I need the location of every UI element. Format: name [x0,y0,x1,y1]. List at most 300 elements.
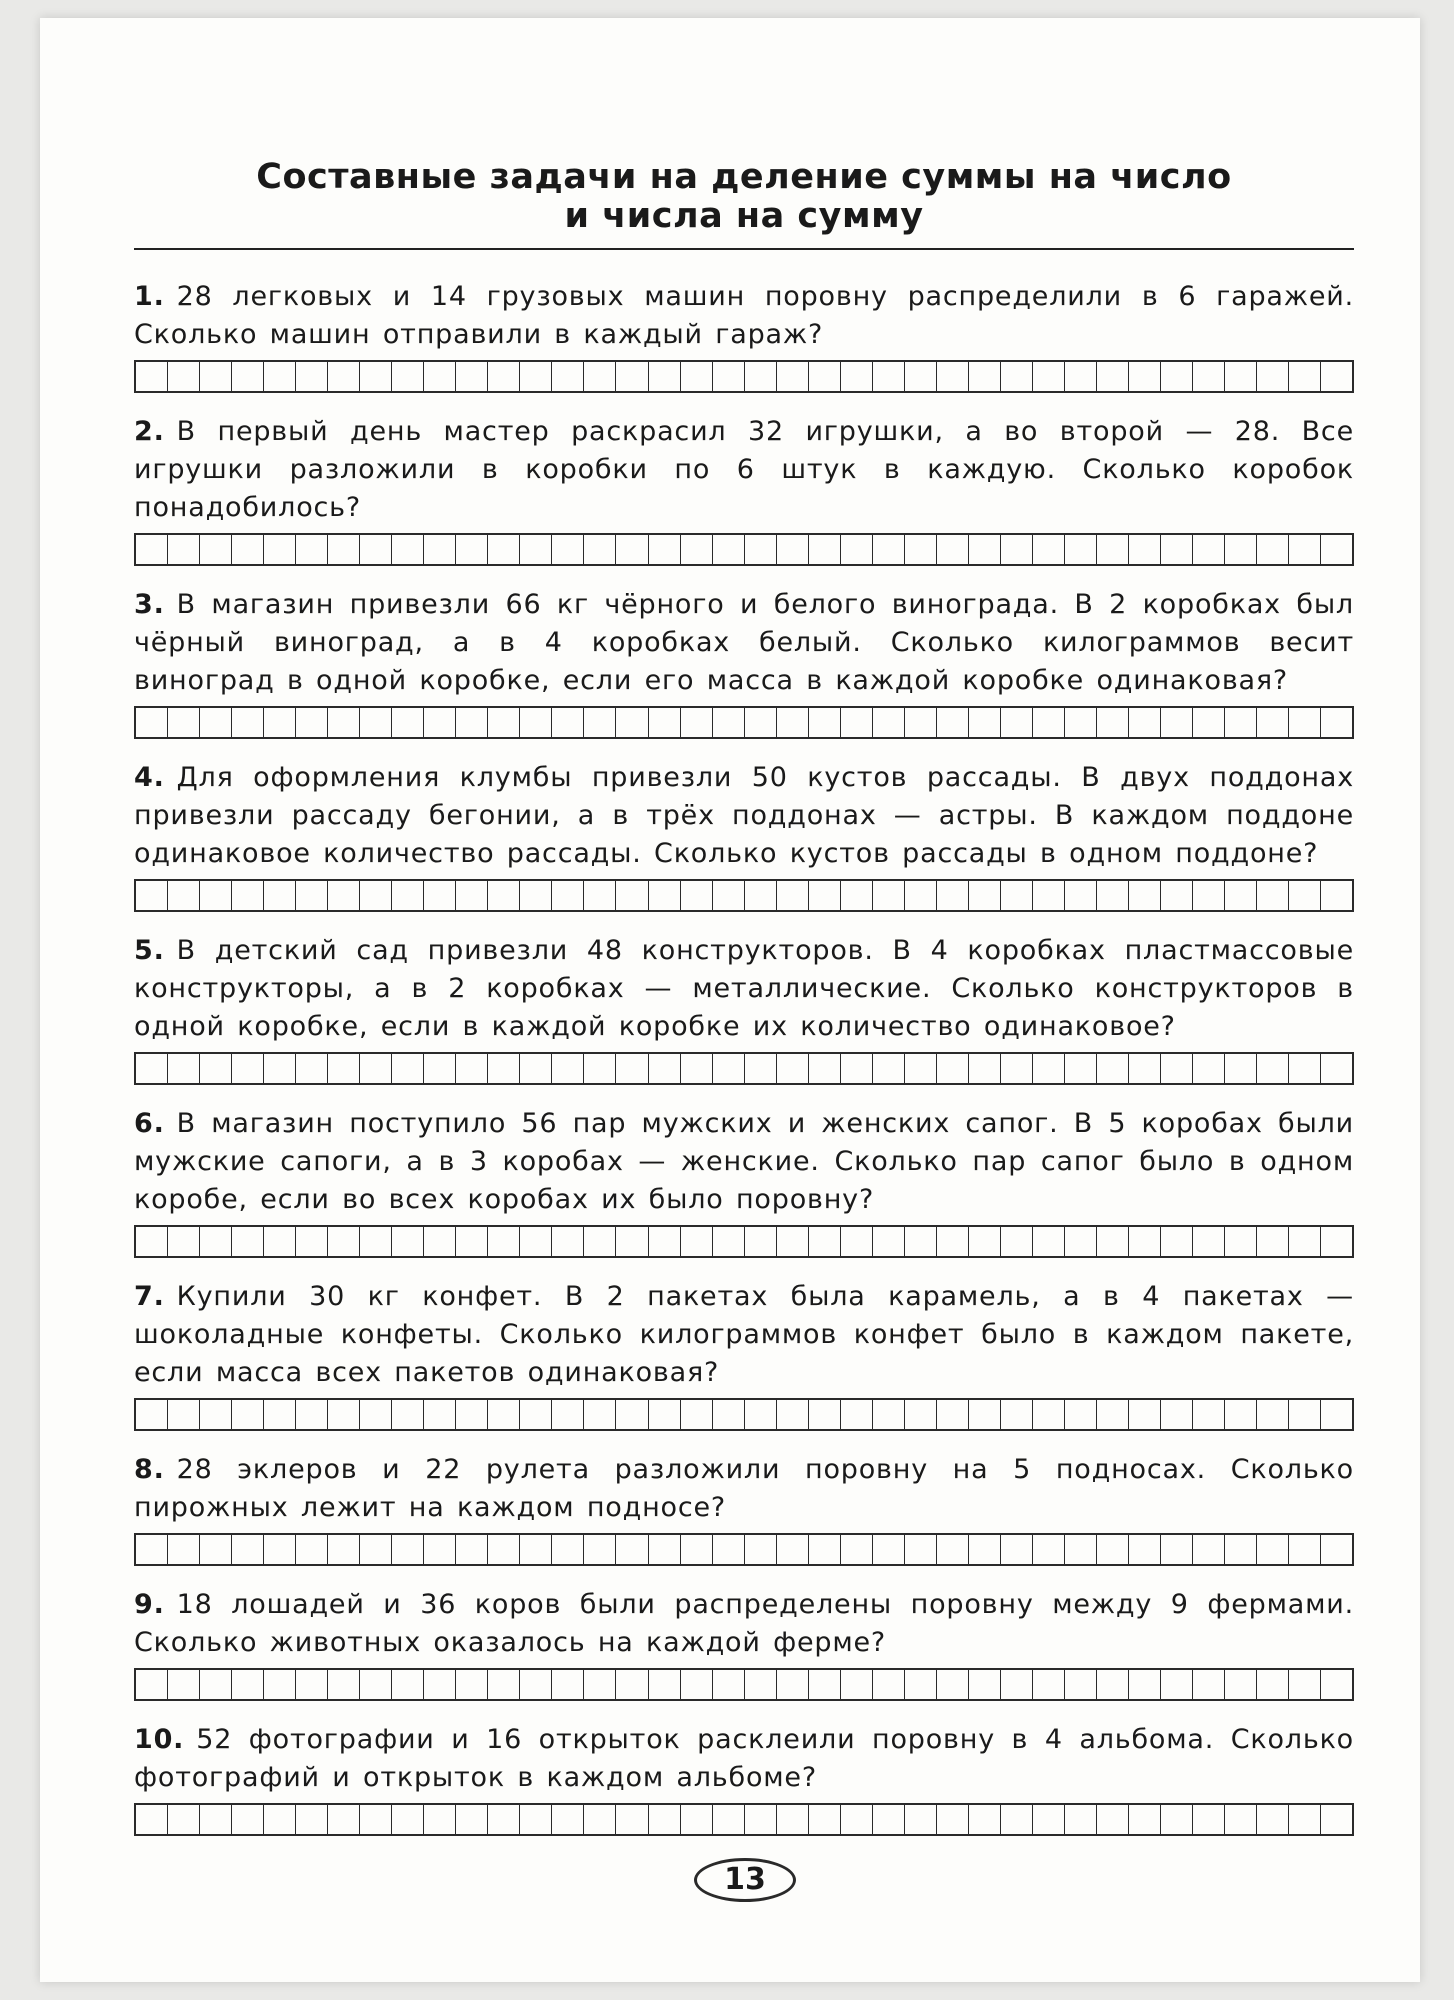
answer-cell[interactable] [136,1535,168,1564]
answer-cell[interactable] [520,708,552,737]
answer-cell[interactable] [905,1535,937,1564]
answer-cell[interactable] [777,881,809,910]
answer-cell[interactable] [296,1535,328,1564]
answer-cell[interactable] [937,881,969,910]
answer-cell[interactable] [200,1227,232,1256]
answer-cell[interactable] [232,881,264,910]
answer-cell[interactable] [392,362,424,391]
answer-cell[interactable] [1161,1054,1193,1083]
answer-cell[interactable] [1065,881,1097,910]
answer-cell[interactable] [1289,362,1321,391]
answer-cell[interactable] [552,1227,584,1256]
answer-cell[interactable] [1257,708,1289,737]
answer-cell[interactable] [1001,1535,1033,1564]
answer-cell[interactable] [584,1054,616,1083]
answer-cell[interactable] [360,362,392,391]
answer-cell[interactable] [905,1054,937,1083]
answer-cell[interactable] [1289,1054,1321,1083]
answer-cell[interactable] [969,881,1001,910]
answer-cell[interactable] [520,881,552,910]
answer-cell[interactable] [1001,1805,1033,1834]
answer-cell[interactable] [136,362,168,391]
answer-cell[interactable] [777,1227,809,1256]
answer-cell[interactable] [1193,1670,1225,1699]
answer-cell[interactable] [488,1670,520,1699]
answer-cell[interactable] [1225,881,1257,910]
answer-cell[interactable] [168,1535,200,1564]
answer-cell[interactable] [1129,1535,1161,1564]
answer-cell[interactable] [1033,708,1065,737]
answer-cell[interactable] [1193,1054,1225,1083]
answer-cell[interactable] [392,535,424,564]
answer-cell[interactable] [1321,535,1352,564]
answer-cell[interactable] [488,1227,520,1256]
answer-cell[interactable] [1193,1400,1225,1429]
answer-cell[interactable] [1001,1670,1033,1699]
answer-cell[interactable] [1321,1535,1352,1564]
answer-cell[interactable] [424,708,456,737]
answer-cell[interactable] [841,1227,873,1256]
answer-cell[interactable] [1321,1670,1352,1699]
answer-cell[interactable] [296,362,328,391]
answer-cell[interactable] [520,1535,552,1564]
answer-cell[interactable] [136,1054,168,1083]
answer-cell[interactable] [456,1054,488,1083]
answer-cell[interactable] [1129,1670,1161,1699]
answer-cell[interactable] [168,1670,200,1699]
answer-cell[interactable] [745,1670,777,1699]
answer-cell[interactable] [264,535,296,564]
answer-cell[interactable] [168,1227,200,1256]
answer-cell[interactable] [873,535,905,564]
answer-cell[interactable] [1033,1054,1065,1083]
answer-cell[interactable] [136,1805,168,1834]
answer-cell[interactable] [1193,1227,1225,1256]
answer-cell[interactable] [616,1054,648,1083]
answer-cell[interactable] [1193,708,1225,737]
answer-cell[interactable] [873,362,905,391]
answer-cell[interactable] [360,1535,392,1564]
answer-cell[interactable] [456,708,488,737]
answer-cell[interactable] [1129,535,1161,564]
answer-cell[interactable] [841,881,873,910]
answer-cell[interactable] [360,535,392,564]
answer-cell[interactable] [296,535,328,564]
answer-cell[interactable] [360,1227,392,1256]
answer-cell[interactable] [1193,881,1225,910]
answer-cell[interactable] [809,362,841,391]
answer-cell[interactable] [1321,1227,1352,1256]
answer-cell[interactable] [1321,881,1352,910]
answer-cell[interactable] [264,1670,296,1699]
answer-cell[interactable] [873,1670,905,1699]
answer-cell[interactable] [200,1054,232,1083]
answer-cell[interactable] [328,1400,360,1429]
answer-cell[interactable] [905,881,937,910]
answer-cell[interactable] [168,1400,200,1429]
answer-cell[interactable] [809,708,841,737]
answer-cell[interactable] [424,1400,456,1429]
answer-cell[interactable] [1001,1227,1033,1256]
answer-cell[interactable] [136,708,168,737]
answer-cell[interactable] [552,1054,584,1083]
answer-cell[interactable] [552,881,584,910]
answer-cell[interactable] [392,1227,424,1256]
answer-cell[interactable] [905,535,937,564]
answer-cell[interactable] [1065,1400,1097,1429]
answer-cell[interactable] [969,535,1001,564]
answer-cell[interactable] [681,1227,713,1256]
answer-grid[interactable] [134,1533,1354,1566]
answer-cell[interactable] [1001,881,1033,910]
answer-cell[interactable] [1225,1670,1257,1699]
answer-cell[interactable] [777,1805,809,1834]
answer-cell[interactable] [424,1535,456,1564]
answer-cell[interactable] [1097,708,1129,737]
answer-cell[interactable] [1097,881,1129,910]
answer-cell[interactable] [937,1535,969,1564]
answer-cell[interactable] [649,708,681,737]
answer-cell[interactable] [264,881,296,910]
answer-cell[interactable] [616,708,648,737]
answer-cell[interactable] [264,1227,296,1256]
answer-cell[interactable] [232,1054,264,1083]
answer-cell[interactable] [616,1805,648,1834]
answer-cell[interactable] [488,1400,520,1429]
answer-cell[interactable] [456,1535,488,1564]
answer-cell[interactable] [649,1054,681,1083]
answer-cell[interactable] [456,1400,488,1429]
answer-cell[interactable] [841,1535,873,1564]
answer-grid[interactable] [134,1225,1354,1258]
answer-cell[interactable] [1001,1400,1033,1429]
answer-cell[interactable] [1161,708,1193,737]
answer-cell[interactable] [392,1535,424,1564]
answer-cell[interactable] [456,1805,488,1834]
answer-cell[interactable] [937,1670,969,1699]
answer-cell[interactable] [1065,535,1097,564]
answer-cell[interactable] [777,362,809,391]
answer-cell[interactable] [200,1535,232,1564]
answer-cell[interactable] [584,1535,616,1564]
answer-cell[interactable] [713,1400,745,1429]
answer-cell[interactable] [296,1400,328,1429]
answer-grid[interactable] [134,360,1354,393]
answer-cell[interactable] [616,535,648,564]
answer-cell[interactable] [392,1054,424,1083]
answer-grid[interactable] [134,879,1354,912]
answer-cell[interactable] [713,1670,745,1699]
answer-cell[interactable] [1161,1227,1193,1256]
answer-cell[interactable] [649,1400,681,1429]
answer-cell[interactable] [232,1227,264,1256]
answer-cell[interactable] [1129,362,1161,391]
answer-cell[interactable] [1097,1227,1129,1256]
answer-cell[interactable] [1161,535,1193,564]
answer-cell[interactable] [552,708,584,737]
answer-cell[interactable] [1321,1054,1352,1083]
answer-cell[interactable] [937,708,969,737]
answer-cell[interactable] [809,881,841,910]
answer-cell[interactable] [520,1400,552,1429]
answer-cell[interactable] [1289,1535,1321,1564]
answer-cell[interactable] [905,708,937,737]
answer-cell[interactable] [136,1227,168,1256]
answer-cell[interactable] [1097,535,1129,564]
answer-cell[interactable] [1065,1805,1097,1834]
answer-cell[interactable] [809,1227,841,1256]
answer-cell[interactable] [777,1670,809,1699]
answer-cell[interactable] [584,362,616,391]
answer-cell[interactable] [1257,881,1289,910]
answer-cell[interactable] [424,1670,456,1699]
answer-cell[interactable] [168,1805,200,1834]
answer-cell[interactable] [1321,1805,1352,1834]
answer-cell[interactable] [649,535,681,564]
answer-grid[interactable] [134,1398,1354,1431]
answer-cell[interactable] [392,708,424,737]
answer-cell[interactable] [873,708,905,737]
answer-cell[interactable] [200,1400,232,1429]
answer-cell[interactable] [328,881,360,910]
answer-cell[interactable] [1257,1400,1289,1429]
answer-cell[interactable] [777,535,809,564]
answer-cell[interactable] [1033,1535,1065,1564]
answer-cell[interactable] [424,1227,456,1256]
answer-cell[interactable] [713,708,745,737]
answer-cell[interactable] [681,881,713,910]
answer-cell[interactable] [649,881,681,910]
answer-cell[interactable] [745,881,777,910]
answer-cell[interactable] [456,881,488,910]
answer-cell[interactable] [1225,708,1257,737]
answer-cell[interactable] [969,1805,1001,1834]
answer-cell[interactable] [1097,1670,1129,1699]
answer-cell[interactable] [1289,535,1321,564]
answer-cell[interactable] [360,881,392,910]
answer-cell[interactable] [520,1670,552,1699]
answer-cell[interactable] [328,708,360,737]
answer-cell[interactable] [1193,362,1225,391]
answer-cell[interactable] [873,1805,905,1834]
answer-cell[interactable] [584,1670,616,1699]
answer-cell[interactable] [1289,1400,1321,1429]
answer-cell[interactable] [969,1054,1001,1083]
answer-cell[interactable] [232,1805,264,1834]
answer-cell[interactable] [456,1227,488,1256]
answer-cell[interactable] [1065,708,1097,737]
answer-cell[interactable] [168,362,200,391]
answer-cell[interactable] [905,362,937,391]
answer-cell[interactable] [1097,1805,1129,1834]
answer-cell[interactable] [1321,362,1352,391]
answer-cell[interactable] [1225,1227,1257,1256]
answer-grid[interactable] [134,533,1354,566]
answer-cell[interactable] [296,1227,328,1256]
answer-cell[interactable] [1161,1805,1193,1834]
answer-cell[interactable] [488,362,520,391]
answer-cell[interactable] [1161,1400,1193,1429]
answer-cell[interactable] [424,362,456,391]
answer-cell[interactable] [809,1805,841,1834]
answer-cell[interactable] [1001,708,1033,737]
answer-cell[interactable] [200,535,232,564]
answer-cell[interactable] [1097,362,1129,391]
answer-cell[interactable] [1129,708,1161,737]
answer-cell[interactable] [1129,1805,1161,1834]
answer-cell[interactable] [264,1535,296,1564]
answer-cell[interactable] [937,1227,969,1256]
answer-cell[interactable] [552,1670,584,1699]
answer-cell[interactable] [1225,535,1257,564]
answer-cell[interactable] [809,1054,841,1083]
answer-cell[interactable] [873,1227,905,1256]
answer-cell[interactable] [136,1400,168,1429]
answer-cell[interactable] [1161,881,1193,910]
answer-cell[interactable] [1033,1227,1065,1256]
answer-cell[interactable] [552,1400,584,1429]
answer-cell[interactable] [616,1400,648,1429]
answer-cell[interactable] [1321,1400,1352,1429]
answer-cell[interactable] [745,1400,777,1429]
answer-cell[interactable] [1033,362,1065,391]
answer-cell[interactable] [232,1670,264,1699]
answer-cell[interactable] [1257,1670,1289,1699]
answer-cell[interactable] [681,362,713,391]
answer-cell[interactable] [969,362,1001,391]
answer-cell[interactable] [713,1054,745,1083]
answer-cell[interactable] [520,1227,552,1256]
answer-cell[interactable] [1225,1054,1257,1083]
answer-cell[interactable] [777,708,809,737]
answer-cell[interactable] [1257,535,1289,564]
answer-cell[interactable] [200,1805,232,1834]
answer-cell[interactable] [873,1054,905,1083]
answer-cell[interactable] [328,1227,360,1256]
answer-cell[interactable] [841,1400,873,1429]
answer-cell[interactable] [488,1805,520,1834]
answer-cell[interactable] [873,881,905,910]
answer-cell[interactable] [1097,1535,1129,1564]
answer-cell[interactable] [1161,362,1193,391]
answer-cell[interactable] [1001,535,1033,564]
answer-cell[interactable] [360,1054,392,1083]
answer-cell[interactable] [136,535,168,564]
answer-cell[interactable] [264,362,296,391]
answer-cell[interactable] [200,1670,232,1699]
answer-cell[interactable] [328,1054,360,1083]
answer-cell[interactable] [232,362,264,391]
answer-cell[interactable] [296,1805,328,1834]
answer-cell[interactable] [520,362,552,391]
answer-cell[interactable] [745,1805,777,1834]
answer-cell[interactable] [681,1670,713,1699]
answer-cell[interactable] [328,362,360,391]
answer-cell[interactable] [1289,1670,1321,1699]
answer-cell[interactable] [745,708,777,737]
answer-cell[interactable] [392,1805,424,1834]
answer-cell[interactable] [584,881,616,910]
answer-cell[interactable] [1065,1227,1097,1256]
answer-cell[interactable] [905,1670,937,1699]
answer-cell[interactable] [264,1805,296,1834]
answer-cell[interactable] [1257,1805,1289,1834]
answer-cell[interactable] [681,1400,713,1429]
answer-cell[interactable] [456,362,488,391]
answer-cell[interactable] [552,362,584,391]
answer-cell[interactable] [584,535,616,564]
answer-cell[interactable] [616,362,648,391]
answer-cell[interactable] [681,535,713,564]
answer-cell[interactable] [1129,1227,1161,1256]
answer-cell[interactable] [168,708,200,737]
answer-cell[interactable] [328,1670,360,1699]
answer-cell[interactable] [713,1805,745,1834]
answer-cell[interactable] [841,1805,873,1834]
answer-cell[interactable] [1033,881,1065,910]
answer-cell[interactable] [264,1400,296,1429]
answer-cell[interactable] [969,1227,1001,1256]
answer-cell[interactable] [649,1670,681,1699]
answer-cell[interactable] [1289,708,1321,737]
answer-cell[interactable] [168,881,200,910]
answer-cell[interactable] [649,1227,681,1256]
answer-cell[interactable] [1289,881,1321,910]
answer-cell[interactable] [937,1805,969,1834]
answer-cell[interactable] [681,1535,713,1564]
answer-cell[interactable] [296,1670,328,1699]
answer-cell[interactable] [1193,1535,1225,1564]
answer-cell[interactable] [905,1805,937,1834]
answer-cell[interactable] [232,1400,264,1429]
answer-cell[interactable] [937,535,969,564]
answer-cell[interactable] [937,1054,969,1083]
answer-cell[interactable] [1225,1400,1257,1429]
answer-cell[interactable] [873,1400,905,1429]
answer-cell[interactable] [841,1054,873,1083]
answer-cell[interactable] [713,362,745,391]
answer-cell[interactable] [713,1535,745,1564]
answer-cell[interactable] [200,708,232,737]
answer-cell[interactable] [456,1670,488,1699]
answer-cell[interactable] [1257,1535,1289,1564]
answer-cell[interactable] [713,1227,745,1256]
answer-cell[interactable] [1001,1054,1033,1083]
answer-cell[interactable] [713,881,745,910]
answer-cell[interactable] [873,1535,905,1564]
answer-cell[interactable] [616,1535,648,1564]
answer-cell[interactable] [168,1054,200,1083]
answer-cell[interactable] [200,881,232,910]
answer-cell[interactable] [841,708,873,737]
answer-cell[interactable] [1065,1670,1097,1699]
answer-cell[interactable] [552,1535,584,1564]
answer-cell[interactable] [488,708,520,737]
answer-cell[interactable] [488,881,520,910]
answer-cell[interactable] [809,1670,841,1699]
answer-cell[interactable] [328,1805,360,1834]
answer-cell[interactable] [296,708,328,737]
answer-cell[interactable] [584,1400,616,1429]
answer-cell[interactable] [456,535,488,564]
answer-cell[interactable] [745,1227,777,1256]
answer-cell[interactable] [520,1805,552,1834]
answer-cell[interactable] [745,362,777,391]
answer-cell[interactable] [1033,1400,1065,1429]
answer-cell[interactable] [809,1400,841,1429]
answer-cell[interactable] [1225,1805,1257,1834]
answer-cell[interactable] [1257,1054,1289,1083]
